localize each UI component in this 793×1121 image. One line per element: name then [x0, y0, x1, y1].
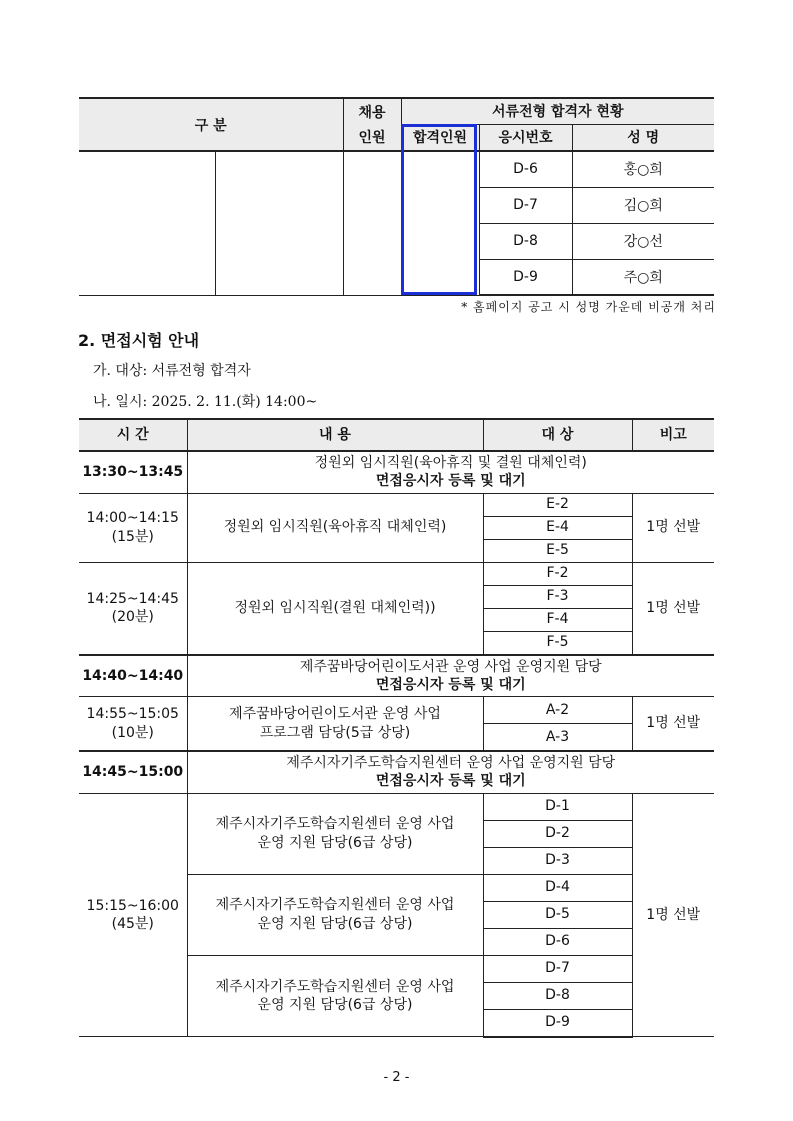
slot-time-range: 14:55~15:05 [86, 706, 179, 723]
target-cell: D-9 [483, 1009, 632, 1037]
registration-line-bold: 면접응시자 등록 및 대기 [375, 773, 526, 790]
header-status: 서류전형 합격자 현황 [401, 98, 714, 124]
slot-time-range: 14:00~14:15 [86, 510, 179, 527]
slot-content-line: 운영 지원 담당(6급 상당) [257, 996, 413, 1013]
exam-no-cell: D-6 [479, 151, 572, 187]
registration-line: 제주시자기주도학습지원센터 운영 사업 운영지원 담당 [286, 755, 616, 772]
target-cell: D-5 [483, 901, 632, 928]
slot-note: 1명 선발 [632, 562, 714, 655]
slot-content [187, 874, 483, 955]
slot-content: 정원외 임시직원(결원 대체인력)) [187, 562, 483, 655]
registration-info [187, 451, 714, 493]
slot-content-line: 제주시자기주도학습지원센터 운영 사업 [215, 978, 455, 995]
name-cell: 김○희 [572, 187, 714, 223]
registration-time: 14:40~14:40 [79, 655, 187, 697]
name-cell: 주○희 [572, 259, 714, 295]
slot-content [187, 955, 483, 1037]
slot-time [79, 562, 187, 655]
slot-content-line: 제주꿈바당어린이도서관 운영 사업 [229, 706, 441, 723]
target-line: 가. 대상: 서류전형 합격자 [93, 363, 251, 379]
slot-content: 정원외 임시직원(육아휴직 대체인력) [187, 493, 483, 562]
registration-line: 제주꿈바당어린이도서관 운영 사업 운영지원 담당 [299, 658, 602, 675]
slot-time [79, 493, 187, 562]
target-cell: E-5 [483, 539, 632, 562]
slot-note: 1명 선발 [632, 697, 714, 752]
privacy-note: * 홈페이지 공고 시 성명 가운데 비공개 처리 [461, 300, 716, 314]
target-cell: E-4 [483, 516, 632, 539]
header-exam-no: 응시번호 [479, 124, 572, 151]
date-line: 나. 일시: 2025. 2. 11.(화) 14:00~ [93, 394, 318, 410]
target-cell: D-1 [483, 793, 632, 820]
header-pass-count: 합격인원 [401, 124, 479, 151]
registration-time: 13:30~13:45 [79, 451, 187, 493]
name-cell: 홍○희 [572, 151, 714, 187]
registration-info [187, 751, 714, 793]
slot-content-line: 프로그램 담당(5급 상당) [259, 724, 411, 741]
header-time: 시 간 [79, 419, 187, 451]
target-cell: E-2 [483, 493, 632, 516]
target-cell: D-6 [483, 928, 632, 955]
pass-count-highlight-box [401, 124, 477, 295]
slot-time-range: 14:25~14:45 [86, 590, 179, 607]
header-name: 성 명 [572, 124, 714, 151]
registration-line-bold: 면접응시자 등록 및 대기 [375, 676, 526, 693]
slot-content [187, 793, 483, 874]
registration-line-bold: 면접응시자 등록 및 대기 [375, 473, 526, 490]
target-cell: D-8 [483, 982, 632, 1009]
slot-content-line: 운영 지원 담당(6급 상당) [257, 915, 413, 932]
target-cell: F-2 [483, 562, 632, 585]
slot-duration: (15분) [111, 528, 154, 545]
page-number: - 2 - [383, 1070, 410, 1085]
target-cell: F-4 [483, 608, 632, 631]
document-applicant-table [79, 97, 714, 296]
target-cell: A-2 [483, 697, 632, 724]
interview-schedule-table [79, 418, 714, 1038]
registration-line: 정원외 임시직원(육아휴직 및 결원 대체인력) [314, 455, 587, 472]
slot-time [79, 793, 187, 1037]
slot-note: 1명 선발 [632, 793, 714, 1037]
section-title: 2. 면접시험 안내 [78, 331, 200, 350]
target-cell: D-7 [483, 955, 632, 982]
header-hire-bottom: 인원 [343, 124, 401, 151]
target-cell: A-3 [483, 724, 632, 752]
header-gubun: 구 분 [79, 98, 343, 151]
slot-time-range: 15:15~16:00 [86, 897, 179, 914]
slot-content-line: 제주시자기주도학습지원센터 운영 사업 [215, 816, 455, 833]
slot-duration: (10분) [111, 724, 154, 741]
slot-time [79, 697, 187, 752]
target-cell: D-2 [483, 820, 632, 847]
target-cell: D-3 [483, 847, 632, 874]
registration-time: 14:45~15:00 [79, 751, 187, 793]
exam-no-cell: D-8 [479, 223, 572, 259]
target-cell: F-5 [483, 631, 632, 655]
target-cell: D-4 [483, 874, 632, 901]
header-hire-top: 채용 [343, 98, 401, 124]
slot-content-line: 제주시자기주도학습지원센터 운영 사업 [215, 897, 455, 914]
slot-duration: (45분) [111, 915, 154, 932]
header-content: 내 용 [187, 419, 483, 451]
target-cell: F-3 [483, 585, 632, 608]
name-cell: 강○선 [572, 223, 714, 259]
header-note: 비고 [632, 419, 714, 451]
slot-duration: (20분) [111, 609, 154, 625]
slot-content-line: 운영 지원 담당(6급 상당) [257, 834, 413, 851]
header-target: 대 상 [483, 419, 632, 451]
exam-no-cell: D-7 [479, 187, 572, 223]
slot-note: 1명 선발 [632, 493, 714, 562]
gubun-cell-2 [215, 151, 343, 295]
slot-content [187, 697, 483, 752]
registration-info [187, 655, 714, 697]
hire-count-cell [343, 151, 401, 295]
gubun-cell-1 [79, 151, 215, 295]
exam-no-cell: D-9 [479, 259, 572, 295]
